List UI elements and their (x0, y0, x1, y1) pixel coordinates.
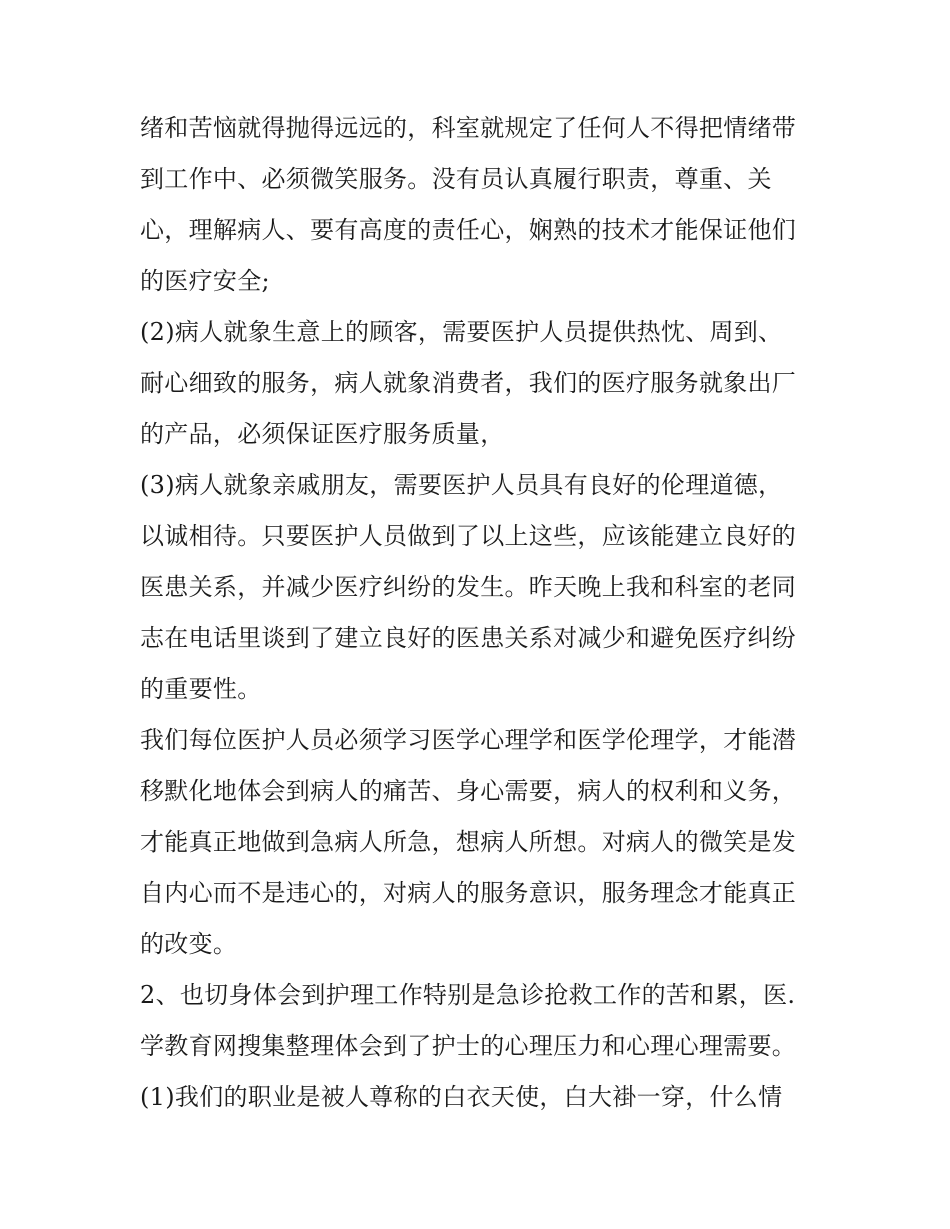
text-line: 耐心细致的服务，病人就象消费者，我们的医疗服务就象出厂 (140, 369, 797, 397)
text-line: 以诚相待。只要医护人员做到了以上这些，应该能建立良好的 (140, 522, 797, 550)
text-line: 我们每位医护人员必须学习医学心理学和医学伦理学，才能潜 (140, 726, 797, 754)
text-line: (1)我们的职业是被人尊称的白衣天使，白大褂一穿，什么情 (140, 1083, 783, 1111)
text-line: 2、也切身体会到护理工作特别是急诊抢救工作的苦和累，医. (140, 981, 796, 1009)
text-line: 才能真正地做到急病人所急，想病人所想。对病人的微笑是发 (140, 828, 797, 856)
text-line: 医患关系，并减少医疗纠纷的发生。昨天晚上我和科室的老同 (140, 573, 797, 601)
text-line: 的重要性。 (140, 675, 262, 703)
text-line: 学教育网搜集整理体会到了护士的心理压力和心理心理需要。 (140, 1032, 797, 1060)
text-line: 心，理解病人、要有高度的责任心，娴熟的技术才能保证他们 (140, 216, 797, 244)
body-text (140, 103, 830, 1123)
text-line: (3)病人就象亲戚朋友，需要医护人员具有良好的伦理道德， (140, 471, 783, 499)
text-line: 自内心而不是违心的，对病人的服务意识，服务理念才能真正 (140, 879, 797, 907)
text-line: 的产品，必须保证医疗服务质量， (140, 420, 505, 448)
text-line: 的医疗安全; (140, 267, 270, 295)
text-line: 志在电话里谈到了建立良好的医患关系对减少和避免医疗纠纷 (140, 624, 797, 652)
text-line: 移默化地体会到病人的痛苦、身心需要，病人的权利和义务， (140, 777, 797, 805)
text-line: 到工作中、必须微笑服务。没有员认真履行职责，尊重、关 (140, 165, 772, 193)
text-line: (2)病人就象生意上的顾客，需要医护人员提供热忱、周到、 (140, 318, 783, 346)
text-line: 的改变。 (140, 930, 238, 958)
text-line: 绪和苦恼就得抛得远远的，科室就规定了任何人不得把情绪带 (140, 114, 797, 142)
